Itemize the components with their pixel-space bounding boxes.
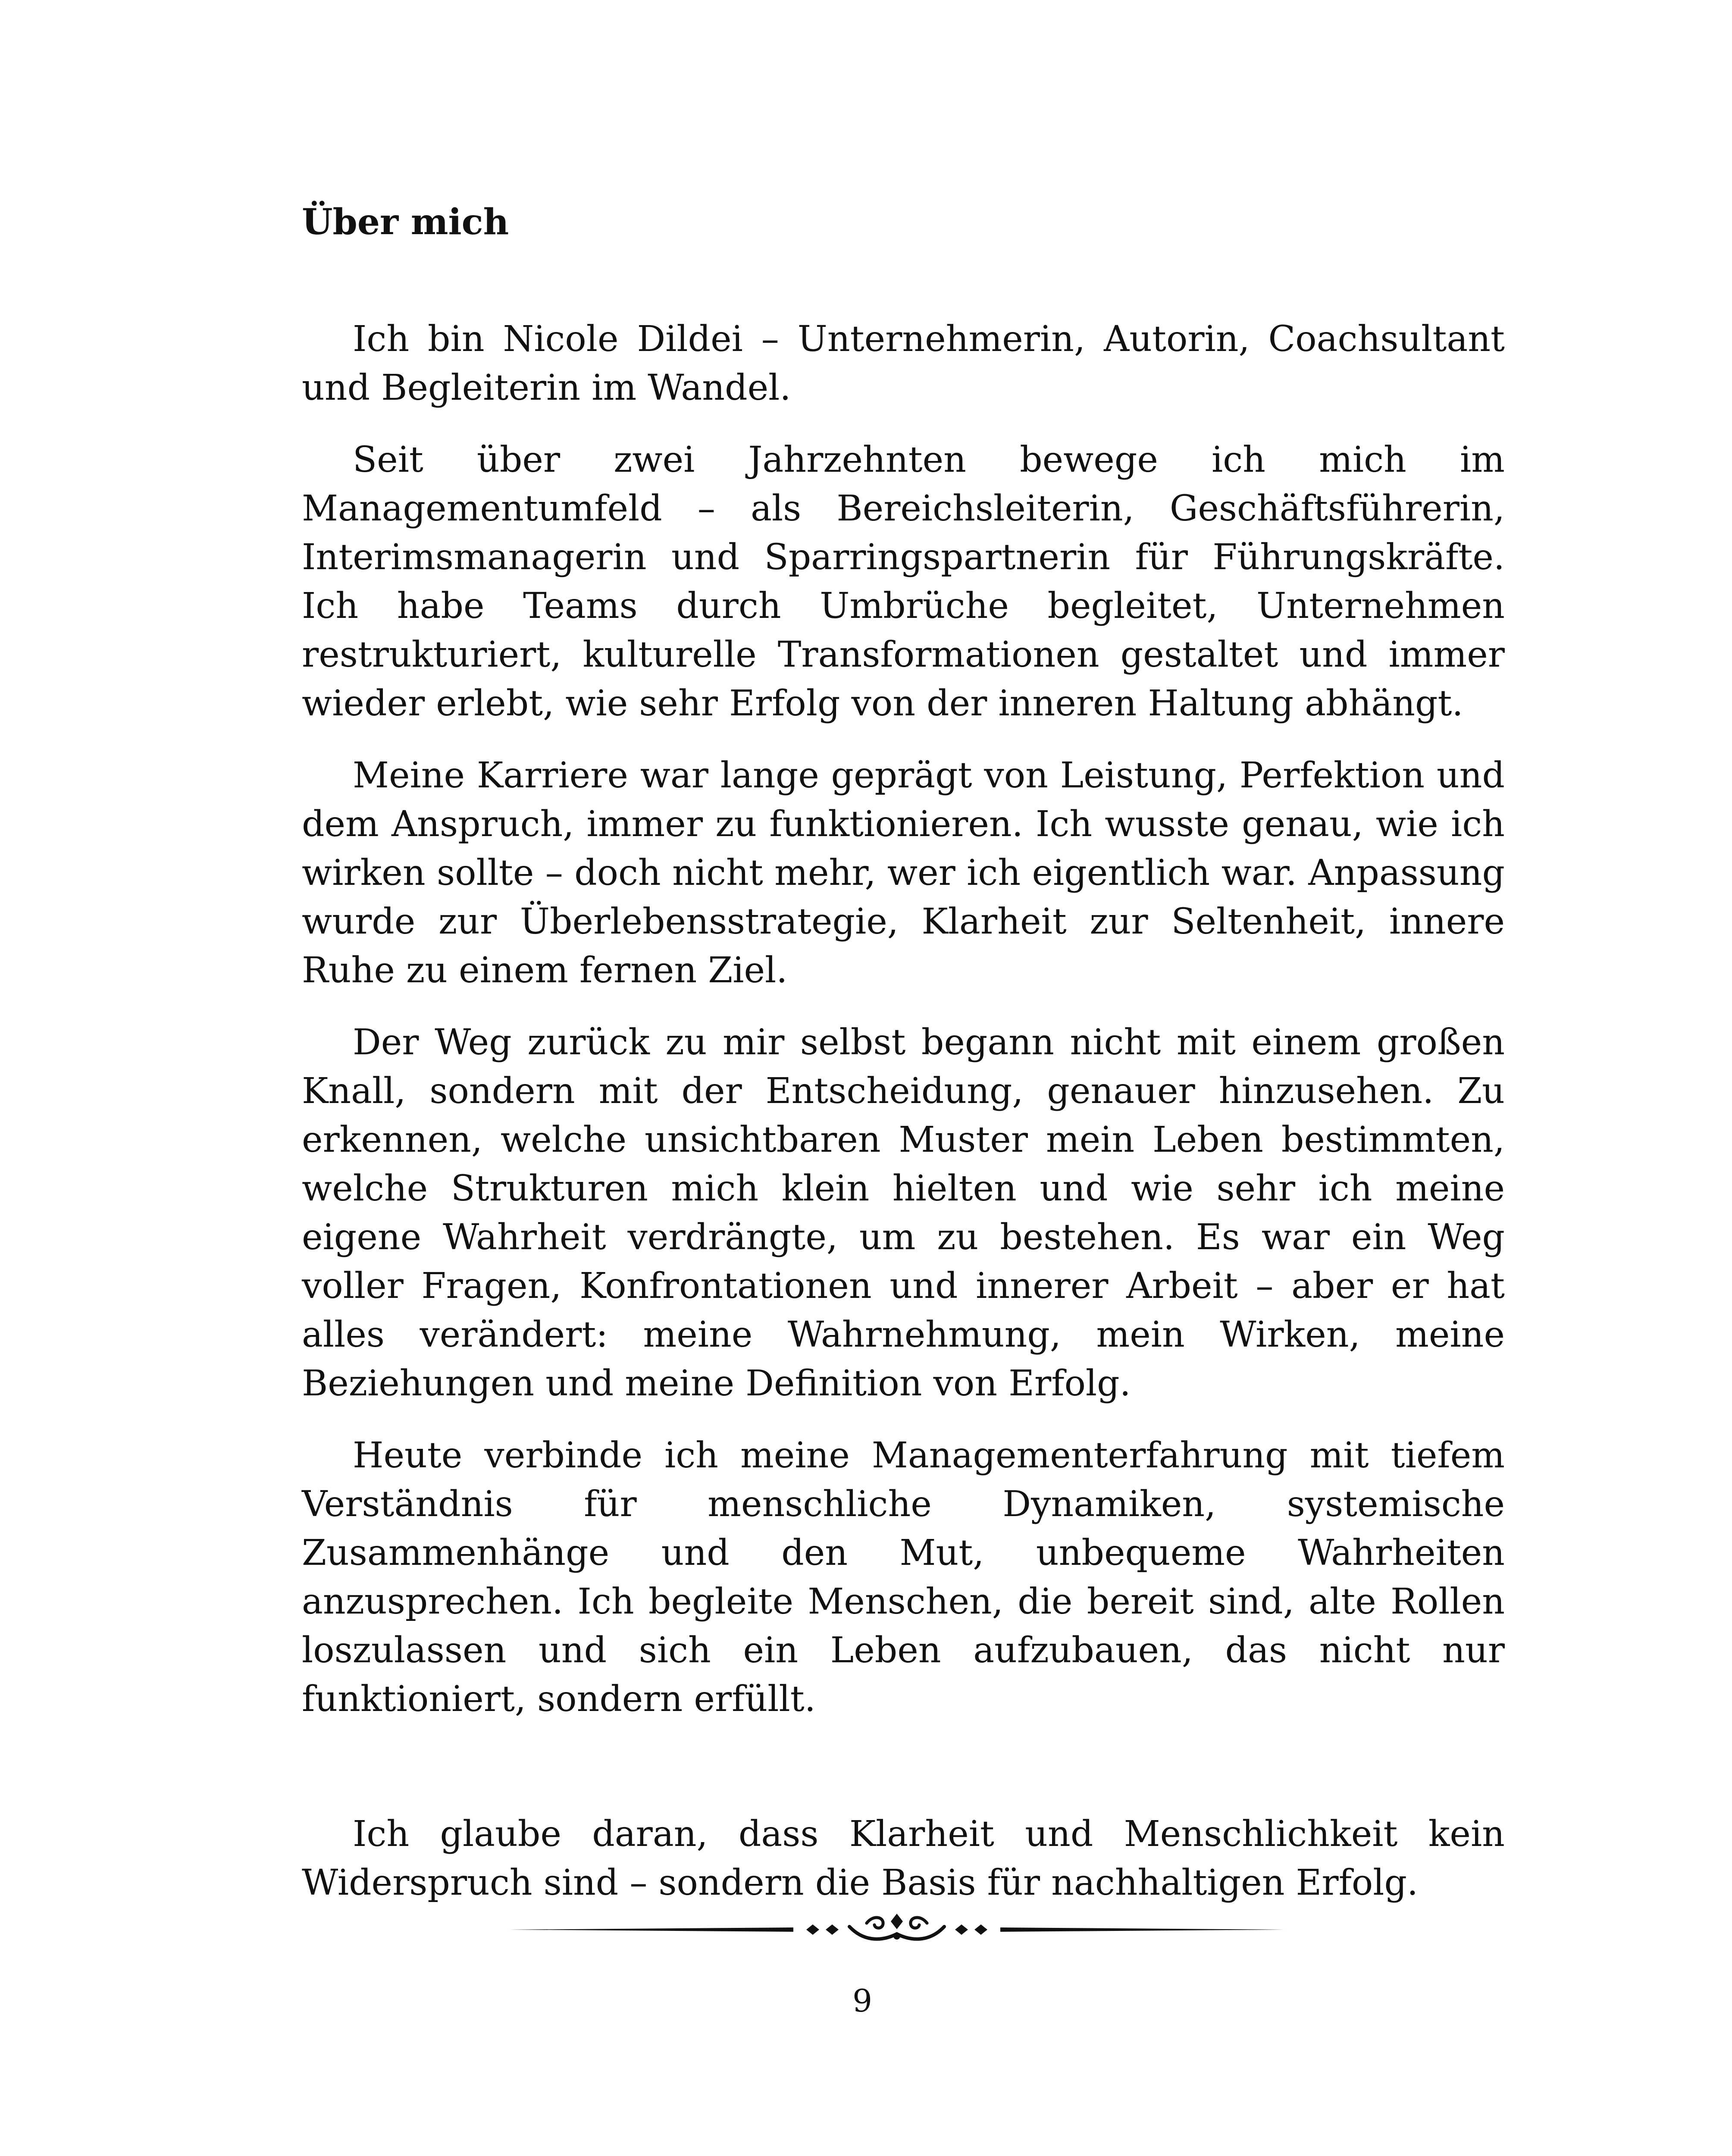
body-text bbox=[302, 315, 1505, 1930]
paragraph-belief: Ich glaube daran, dass Klarheit und Menschlichkeit kein Widerspruch sind – sondern die Basis für nachhaltigen Erfolg. bbox=[302, 1814, 1505, 1903]
paragraph-way-back: Der Weg zurück zu mir selbst begann nicht mit einem großen Knall, sondern mit der Entscheidung, genauer hinzusehen. Zu erkennen, welche unsichtbaren Muster mein Leben bestimmten, welche Strukturen mich klein hielten und wie sehr ich meine eigene Wahrheit verdrängte, um zu bestehen. Es war ein Weg voller Fragen, Konfrontationen und innerer Arbeit – aber er hat alles verändert: meine Wahrnehmung, mein Wirken, meine Beziehungen und meine Definition von Erfolg. bbox=[302, 1022, 1505, 1404]
paragraph-career: Seit über zwei Jahrzehnten bewege ich mich im Managementumfeld – als Bereichsleiterin, Geschäftsführerin, Interimsmanagerin und Sparringspartnerin für Führungskräfte. Ich habe Teams durch Umbrüche begleitet, Unternehmen restrukturiert, kulturelle Transformationen gestaltet und immer wieder erlebt, wie sehr Erfolg von der inneren Haltung abhängt. bbox=[302, 439, 1505, 724]
paragraph-intro: Ich bin Nicole Dildei – Unternehmerin, Autorin, Coachsultant und Begleiterin im Wandel. bbox=[302, 319, 1505, 408]
paragraph-past: Meine Karriere war lange geprägt von Leistung, Perfektion und dem Anspruch, immer zu funktionieren. Ich wusste genau, wie ich wirken sollte – doch nicht mehr, wer ich eigentlich war. Anpassung wurde zur Überlebensstrategie, Klarheit zur Seltenheit, innere Ruhe zu einem fernen Ziel. bbox=[302, 755, 1505, 991]
decorative-divider-icon bbox=[509, 1910, 1285, 1949]
paragraph-today: Heute verbinde ich meine Managementerfahrung mit tiefem Verständnis für menschliche Dynamiken, systemische Zusammenhänge und den Mut, unbequeme Wahrheiten anzusprechen. Ich begleite Menschen, die bereit sind, alte Rollen loszulassen und sich ein Leben aufzubauen, das nicht nur funktioniert, sondern erfüllt. bbox=[302, 1435, 1505, 1720]
page-title: Über mich bbox=[302, 201, 509, 243]
page-number: 9 bbox=[852, 1983, 872, 2019]
